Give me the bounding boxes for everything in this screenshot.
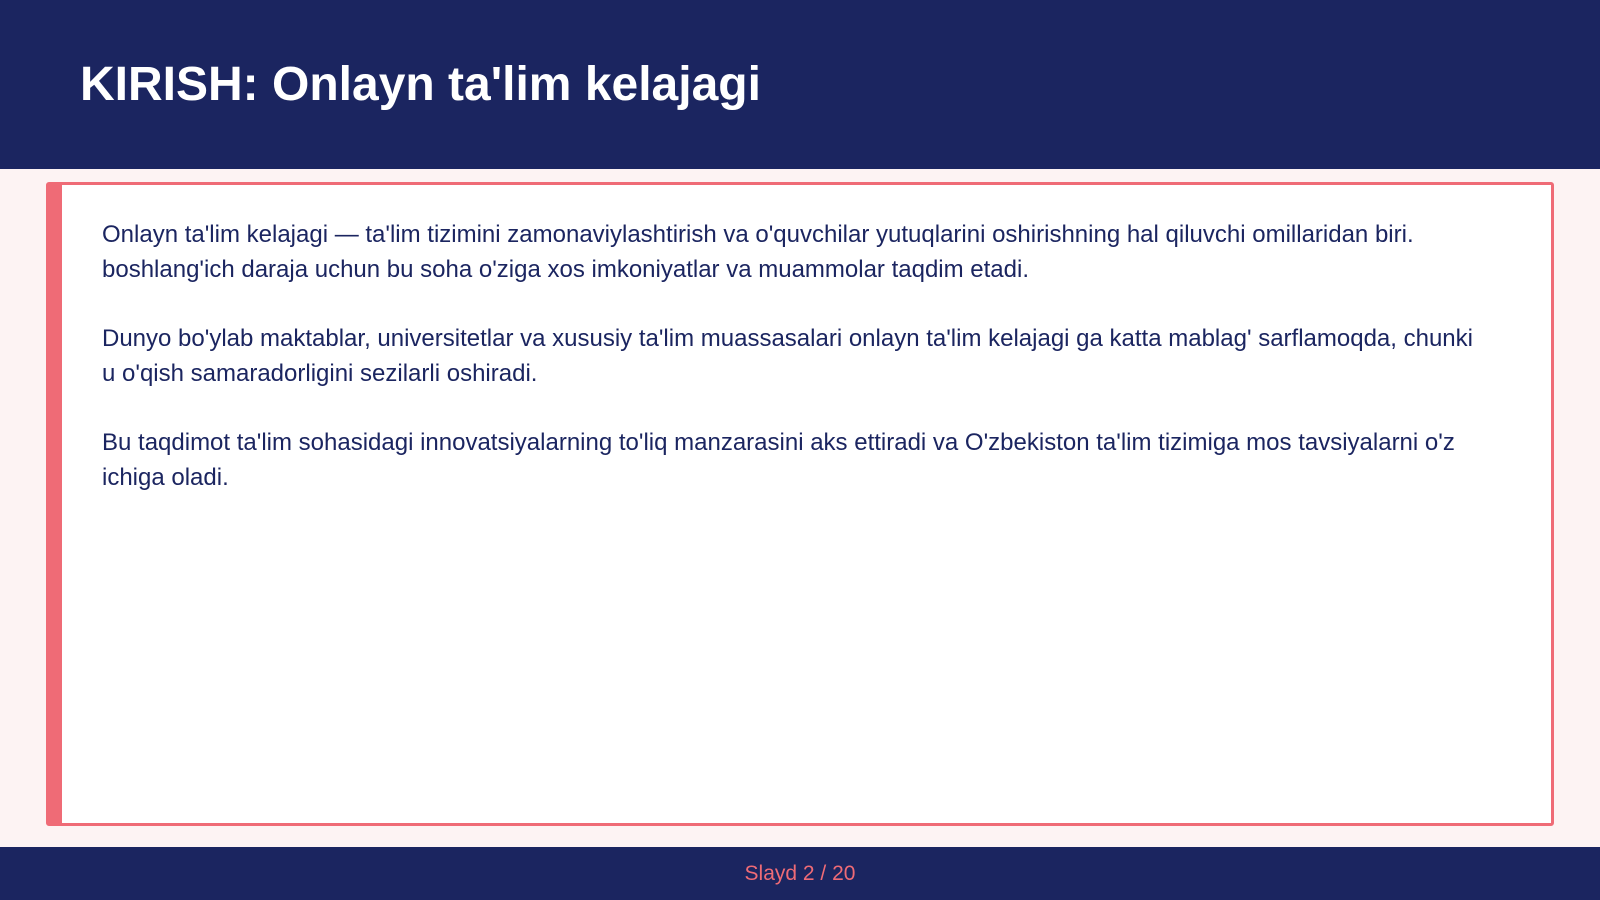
- paragraph-intro: Onlayn ta'lim kelajagi — ta'lim tizimini zamonaviylashtirish va o'quvchilar yutuqlarini oshirishning hal qiluvchi omillaridan biri. boshlang'ich daraja uchun bu soha o'ziga xos imkoniyatlar va muammolar taqdim etadi.: [102, 221, 1414, 283]
- slide-number: Slayd 2 / 20: [744, 862, 856, 885]
- paragraph-summary: Bu taqdimot ta'lim sohasidagi innovatsiyalarning to'liq manzarasini aks ettiradi va O'zbekiston ta'lim tizimiga mos tavsiyalarni o'z ichiga oladi.: [102, 429, 1455, 491]
- slide-header: [0, 0, 1600, 169]
- content-card: [46, 182, 1554, 826]
- slide-footer: [0, 847, 1600, 900]
- content-body: [102, 217, 1492, 529]
- paragraph-investment: Dunyo bo'ylab maktablar, universitetlar va xususiy ta'lim muassasalari onlayn ta'lim kelajagi ga katta mablag' sarflamoqda, chunki u o'qish samaradorligini sezilarli oshiradi.: [102, 325, 1473, 387]
- slide-title: KIRISH: Onlayn ta'lim kelajagi: [80, 58, 761, 111]
